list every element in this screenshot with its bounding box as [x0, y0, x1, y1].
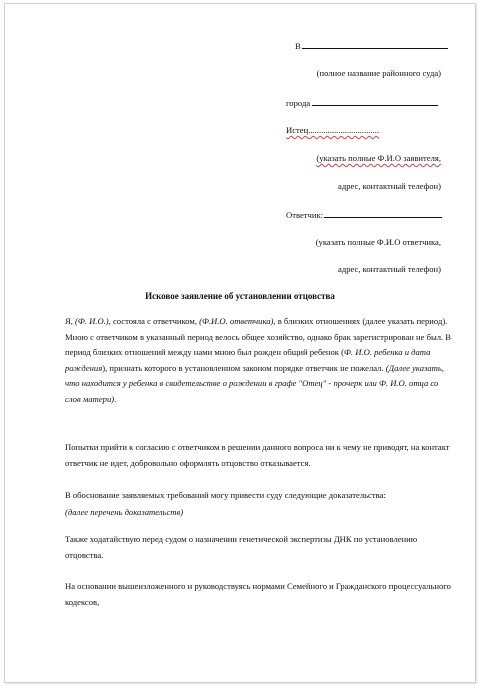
paragraph-2: Попытки прийти к согласию с ответчиком в решении данного вопроса ни к чему не приводят, на контакт ответчик не идет, добровольно оформлять отцовство отказывается. — [65, 442, 450, 468]
p1-italic-d: (Ф.И.О. ответчика) — [199, 316, 274, 326]
plaintiff-caption-2: адрес, контактный телефон) — [338, 181, 441, 191]
court-caption: (полное название районного суда) — [316, 68, 441, 78]
document-title: Исковое заявление об установлении отцовства — [145, 291, 335, 301]
plaintiff-line — [286, 125, 379, 136]
plaintiff-caption: (указать полные Ф.И.О заявителя, — [316, 153, 441, 163]
p1-text-a: Я, — [65, 316, 76, 326]
p3-text: В обоснование заявляемых требований могу привести суду следующие доказательства: — [65, 490, 386, 500]
plaintiff-label: Истец — [286, 125, 309, 135]
court-line — [295, 40, 448, 52]
defendant-blank — [324, 209, 442, 218]
city-label: города — [286, 98, 311, 108]
defendant-line — [286, 209, 442, 221]
plaintiff-dots: ................................. — [308, 125, 380, 135]
court-prefix: В — [295, 41, 301, 51]
p1-italic-f: Ф. И.О. ребенка и дата рождения — [65, 347, 431, 373]
p1-text-g: ), признать которого в установленном законом порядке ответчик не пожелал. — [102, 362, 386, 373]
paragraph-4: Также ходатайствую перед судом о назначении генетической экспертизы ДНК по установлению отцовства. — [65, 534, 418, 560]
city-blank — [312, 97, 438, 106]
p1-text-i: . — [114, 393, 117, 404]
p1-italic-b: (Ф. И.О.) — [75, 316, 109, 326]
paragraph-5: На основании вышеизложенного и руководствуясь нормами Семейного и Гражданского процессуального кодексов, — [65, 581, 451, 607]
paragraph-1 — [65, 314, 453, 408]
court-blank — [302, 40, 448, 49]
defendant-label: Ответчик: — [286, 210, 324, 220]
p1-italic-h: (Далее указать, что находится у ребенка в свидетельстве о рождении в графе "Отец" - прочерк или Ф. И.О. отца со слов матери) — [65, 362, 444, 404]
document-page — [4, 3, 476, 683]
p1-text-e: , в близких отношениях (далее указать период). Мною с ответчиком в указанный период велось общее хозяйство, однако брак зарегистрирован не был. В период близких отношений между нами мною был рожден общий ребенок ( — [65, 316, 452, 358]
paragraph-3 — [65, 488, 453, 520]
p3-italic: (далее перечень доказательств) — [65, 506, 184, 517]
defendant-caption: (указать полные Ф.И.О ответчика, — [315, 237, 441, 247]
defendant-caption-2: адрес, контактный телефон) — [338, 264, 441, 274]
p1-text-c: , состояла с ответчиком, — [108, 316, 200, 326]
city-line — [286, 97, 438, 109]
